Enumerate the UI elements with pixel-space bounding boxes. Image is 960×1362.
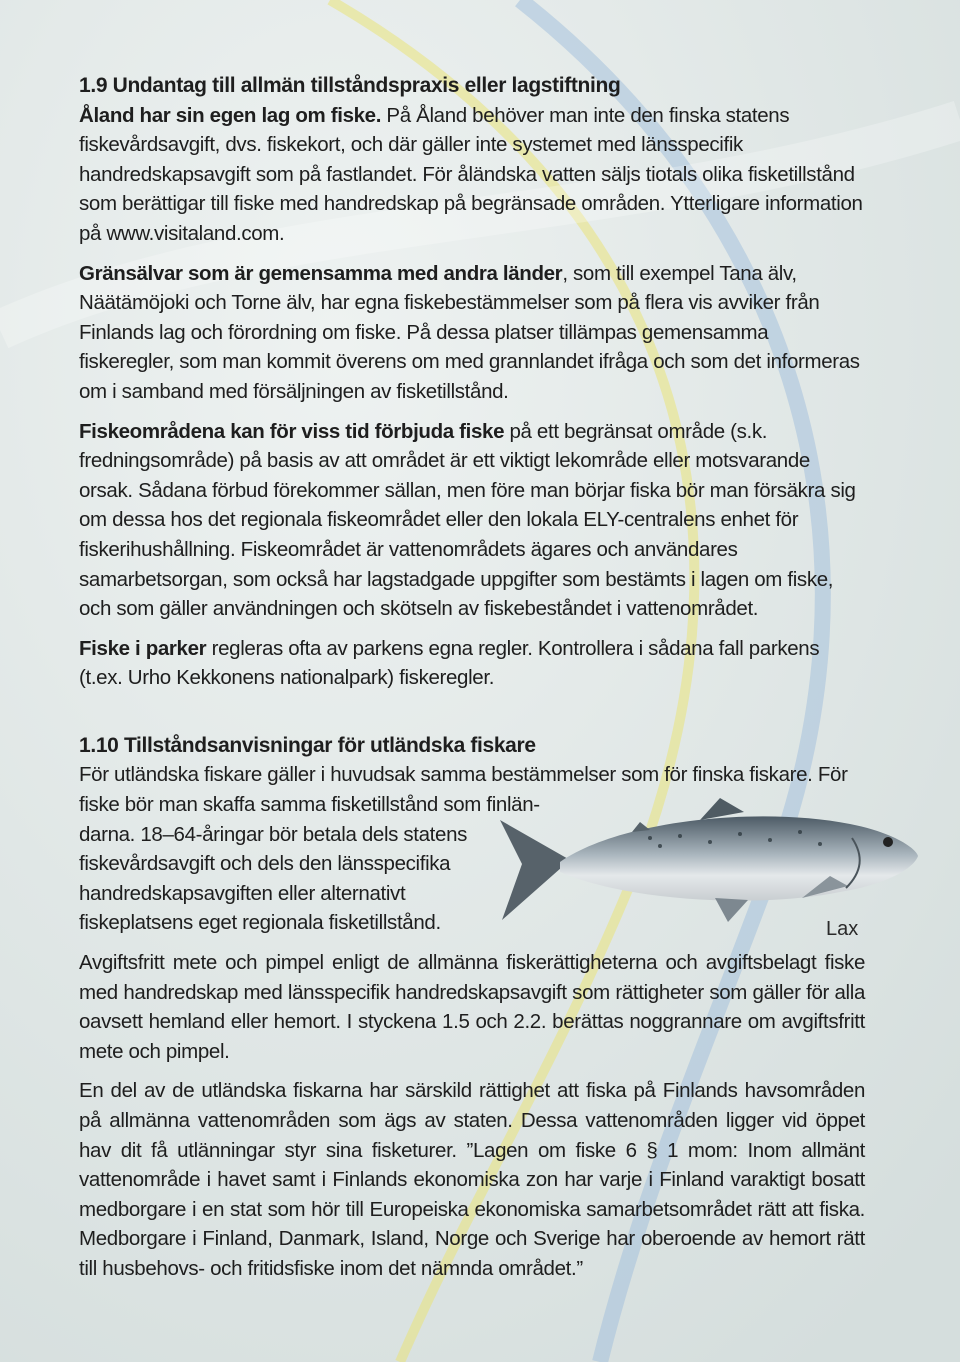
paragraph-gransalvar — [79, 259, 865, 407]
paragraph-avgiftsfritt: Avgiftsfritt mete och pimpel enligt de allmänna fiskerättigheterna och avgiftsbelagt fiske med handredskap med länsspecifik handredskapsavgift som rättigheter som gäller för alla oavsett hemland eller hemort. I styckena 1.5 och 2.2. berättas noggrannare om avgiftsfritt mete och pimpel. — [79, 951, 865, 1063]
text-parker: regleras ofta av parkens egna regler. Kontrollera i sådana fall parkens (t.ex. Urho Kekkonens nationalpark) fiskeregler. — [79, 636, 820, 690]
page-content — [79, 71, 865, 1284]
paragraph-parker — [79, 634, 865, 693]
paragraph-aland — [79, 101, 865, 249]
paragraph-utlandska-line2: darna. 18–64-åringar bör betala dels statens fiskevårdsavgift och dels den länsspecifika handredskapsavgiften eller alternativt fiskeplatsens eget regionala fisketillstånd. — [79, 822, 468, 935]
bold-gransalvar: Gränsälvar som är gemensamma med andra länder — [79, 261, 563, 285]
section-heading-1-9: 1.9 Undantag till allmän tillståndspraxis eller lagstiftning — [79, 74, 621, 97]
fish-caption: Lax — [826, 918, 859, 940]
paragraph-havsomraden: En del av de utländska fiskarna har särskild rättighet att fiska på Finlands havsområden på allmänna vattenområden som ägs av staten. Dessa vattenområden ligger vid öppet hav dit få utlänningar styr sina fisketurer. ”Lagen om fiske 6 § 1 mom: Inom allmänt vattenområde i havet samt i Finlands ekonomiska zon har varje i Finland varaktigt bosatt medborgare i en stat som hör till Europeiska ekonomiska samarbetsområdet rätt att fiska. Medborgare i Finland, Danmark, Island, Norge och Sverige har oberoende av hemort rätt till husbehovs- och fritidsfiske inom det nämnda området.” — [79, 1079, 865, 1280]
paragraph-utlandska-line1: För utländska fiskare gäller i huvudsak samma bestämmelser som för finska fiskare. För fiske bör man skaffa samma fisketillstånd som finlän- — [79, 763, 848, 817]
fish-eye — [883, 837, 893, 847]
paragraph-fiskeomraden — [79, 417, 865, 624]
bold-parker: Fiske i parker — [79, 636, 207, 660]
bold-aland: Åland har sin egen lag om fiske. — [79, 103, 382, 127]
text-fiskeomraden: på ett begränsat område (s.k. fredningsområde) på basis av att området är ett viktigt lekområde eller motsvarande orsak. Sådana förbud förekommer sällan, men före man börjar fiska bör man försäkra sig om dessa hos det regionala fiskeområdet eller den lokala ELY-centralens enhet för fiskerihushållning. Fiskeområdet är vattenområdets ägares och användares samarbetsorgan, som också har lagstadgade uppgifter som bestämts i lagen om fiske, och som gäller användningen och skötseln av fiskebeståndet i vattenområdet. — [79, 419, 856, 621]
bold-fiskeomraden: Fiskeområdena kan för viss tid förbjuda fiske — [79, 419, 505, 443]
text-gransalvar: , som till exempel Tana älv, Näätämöjoki och Torne älv, har egna fiskebestämmelser som på flera vis avviker från Finlands lag och förordning om fiske. På dessa platser tillämpas gemensamma fiskeregler, som man kommit överens om med grannlandet ifråga och som det informeras om i samband med försäljningen av fisketillstånd. — [79, 261, 860, 403]
text-aland: På Åland behöver man inte den finska statens fiskevårdsavgift, dvs. fiskekort, och där gäller inte systemet med länsspecifik handredskapsavgift som på fastlandet. För åländska vatten säljs tiotals olika fisketillstånd som berättigar till fiske med handredskap på begränsade områden. Ytterligare information på www.visitaland.com. — [79, 103, 863, 245]
section-heading-1-10: 1.10 Tillståndsanvisningar för utländska fiskare — [79, 733, 536, 757]
